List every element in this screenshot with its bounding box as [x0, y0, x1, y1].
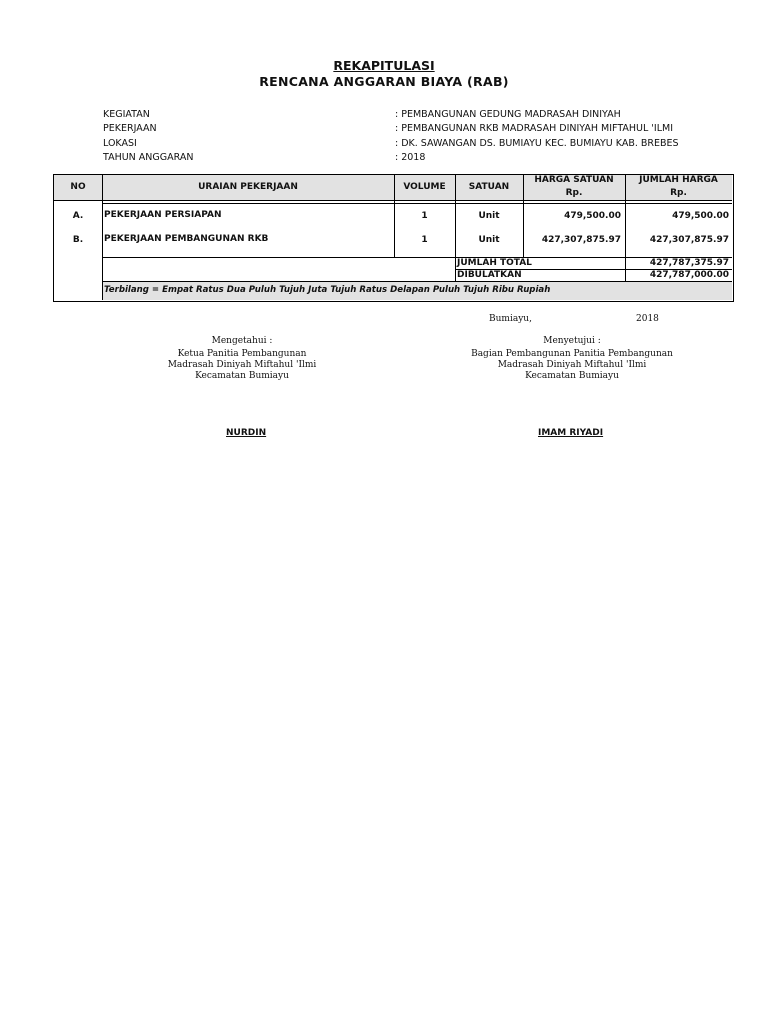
terbilang-text: Terbilang = Empat Ratus Dua Puluh Tujuh Juta Tujuh Ratus Delapan Puluh Tujuh Ribu Rupiah	[104, 285, 551, 295]
sign-place: Bumiayu,	[489, 314, 532, 324]
header-satuan: SATUAN	[468, 182, 510, 192]
left-sign-name: NURDIN	[226, 428, 267, 438]
header-jumlah-harga: JUMLAH HARGA	[639, 175, 718, 185]
rounded-value: 427,787,000.00	[649, 270, 729, 280]
right-sign-line2: Madrasah Diniyah Miftahul 'Ilmi	[497, 360, 647, 370]
header-jumlah-harga-unit: Rp.	[670, 188, 687, 198]
sign-year: 2018	[636, 314, 659, 324]
right-sign-name: IMAM RIYADI	[538, 428, 604, 438]
row-a-jumlah: 479,500.00	[672, 211, 729, 221]
row-a-satuan: Unit	[478, 211, 500, 221]
row-b-volume: 1	[421, 235, 428, 245]
info-value-kegiatan: : PEMBANGUNAN GEDUNG MADRASAH DINIYAH	[395, 109, 621, 120]
info-label-kegiatan: KEGIATAN	[103, 109, 150, 120]
document-title: REKAPITULASI	[333, 58, 435, 73]
left-sign-caption: Mengetahui :	[211, 336, 273, 346]
document-subtitle: RENCANA ANGGARAN BIAYA (RAB)	[259, 74, 509, 89]
right-sign-caption: Menyetujui :	[543, 336, 601, 346]
row-b-jumlah: 427,307,875.97	[649, 235, 729, 245]
rab-table	[53, 174, 734, 302]
info-label-pekerjaan: PEKERJAAN	[103, 123, 157, 134]
header-harga-satuan: HARGA SATUAN	[534, 175, 614, 185]
row-a-no: A.	[72, 211, 84, 221]
right-sign-line1: Bagian Pembangunan Panitia Pembangunan	[471, 349, 673, 359]
header-no: NO	[70, 182, 86, 192]
header-uraian: URAIAN PEKERJAAN	[198, 182, 298, 192]
row-b-harga: 427,307,875.97	[541, 235, 621, 245]
left-sign-line3: Kecamatan Bumiayu	[195, 371, 289, 381]
header-volume: VOLUME	[403, 182, 446, 192]
row-a-volume: 1	[421, 211, 428, 221]
row-b-no: B.	[72, 235, 84, 245]
info-label-tahun: TAHUN ANGGARAN	[103, 152, 194, 163]
left-sign-line2: Madrasah Diniyah Miftahul 'Ilmi	[167, 360, 317, 370]
total-value: 427,787,375.97	[649, 258, 729, 268]
rounded-label: DIBULATKAN	[457, 270, 522, 280]
header-harga-satuan-unit: Rp.	[565, 188, 583, 198]
row-a-harga: 479,500.00	[564, 211, 621, 221]
info-value-lokasi: : DK. SAWANGAN DS. BUMIAYU KEC. BUMIAYU KAB. BREBES	[395, 138, 679, 149]
row-a-uraian: PEKERJAAN PERSIAPAN	[104, 210, 222, 220]
info-label-lokasi: LOKASI	[103, 138, 137, 149]
info-value-tahun: : 2018	[395, 152, 426, 163]
row-b-satuan: Unit	[478, 235, 500, 245]
left-sign-line1: Ketua Panitia Pembangunan	[177, 349, 307, 359]
right-sign-line3: Kecamatan Bumiayu	[525, 371, 619, 381]
total-label: JUMLAH TOTAL	[457, 258, 532, 268]
info-value-pekerjaan: : PEMBANGUNAN RKB MADRASAH DINIYAH MIFTAHUL 'ILMI	[395, 123, 674, 134]
row-b-uraian: PEKERJAAN PEMBANGUNAN RKB	[104, 234, 269, 244]
